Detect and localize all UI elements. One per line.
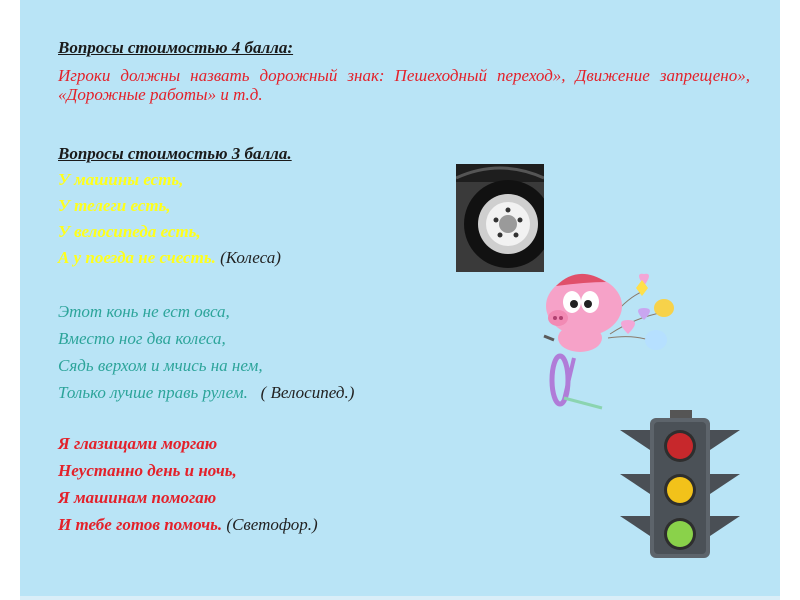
riddle1-line-3: У велосипеда есть, <box>58 222 201 241</box>
riddle3-answer: (Светофор.) <box>226 515 318 534</box>
q4-heading: Вопросы стоимостью 4 балла: <box>58 38 294 57</box>
riddle1-line-4: А у поезда не счесть. <box>58 248 216 267</box>
traffic-light-icon <box>616 410 744 560</box>
riddle2-line-1: Этот конь не ест овса, <box>58 302 230 321</box>
wheel-picture <box>456 164 544 272</box>
q4-text: Игроки должны назвать дорожный знак: Пешеходный переход», Движение запрещено», «Дорожные работы» и т.д. <box>58 66 750 104</box>
riddle2-line-2: Вместо ног два колеса, <box>58 329 226 348</box>
riddle3-line-3: Я машинам помогаю <box>58 488 217 507</box>
riddle2-answer: ( Велосипед.) <box>260 383 355 402</box>
wheel-icon <box>456 164 544 272</box>
riddle1-answer: (Колеса) <box>220 248 281 267</box>
riddle3-line-2: Неустанно день и ночь, <box>58 461 237 480</box>
riddle2-line-4: Только лучше правь рулем. <box>58 383 248 402</box>
riddle3-line-1: Я глазищами моргаю <box>58 434 218 453</box>
riddle1-line-4-wrap <box>58 248 281 268</box>
riddle1-line-2: У телеги есть, <box>58 196 171 215</box>
riddle2-line-3: Сядь верхом и мчись на нем, <box>58 356 263 375</box>
riddle3-line-4-wrap <box>58 515 318 535</box>
pig-on-bicycle-icon <box>524 268 684 418</box>
q3-heading: Вопросы стоимостью 3 балла. <box>58 144 292 163</box>
riddle3-line-4: И тебе готов помочь. <box>58 515 223 534</box>
slide-bottom-strip <box>20 596 780 600</box>
riddle1-line-1: У машины есть, <box>58 170 184 189</box>
riddle2-line-4-wrap <box>58 383 354 403</box>
